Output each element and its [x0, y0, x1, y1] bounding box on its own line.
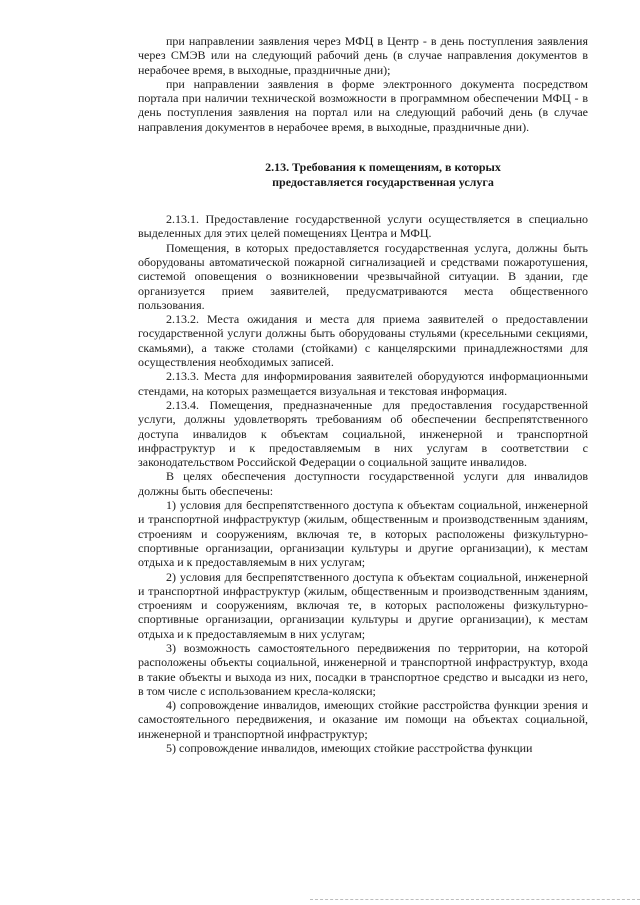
- list-item: 3) возможность самостоятельного передвижения по территории, на которой расположены объекты социальной, инженерной и транспортной инфраструктур, входа в такие объекты и выхода из них, посадки в транспортное средство и высадки из него, в том числе с использованием кресла-коляски;: [138, 640, 588, 698]
- paragraph: Помещения, в которых предоставляется государственная услуга, должны быть оборудованы автоматической пожарной сигнализацией и средствами пожаротушения, системой оповещения о возникновении чрезвычайной ситуации. В здании, где организуется прием заявителей, предусматриваются места общественного пользования.: [138, 240, 588, 312]
- list-item: 1) условия для беспрепятственного доступа к объектам социальной, инженерной и транспортной инфраструктур (жилым, общественным и производственным зданиям, строениям и сооружениям, включая те, в которых расположены физкультурно-спортивные организации, организации культуры и другие организации), к местам отдыха и к предоставляемым в них услугам;: [138, 498, 588, 570]
- list-item: 5) сопровождение инвалидов, имеющих стойкие расстройства функции: [166, 741, 533, 756]
- paragraph: 2.13.4. Помещения, предназначенные для предоставления государственной услуги, должны удовлетворять требованиям об обеспечении беспрепятственного доступа инвалидов к объектам социальной, инженерной и транспортной инфраструктур и к предоставляемым в них услугам в соответствии с законодательством Российской Федерации о социальной защите инвалидов.: [138, 397, 588, 470]
- paragraph: при направлении заявления через МФЦ в Центр - в день поступления заявления через СМЭВ или на следующий рабочий день (в случае направления документов в нерабочее время, в выходные, праздничные дни);: [138, 34, 588, 77]
- paragraph: В целях обеспечения доступности государственной услуги для инвалидов должны быть обеспечены:: [138, 469, 588, 498]
- paragraph: при направлении заявления в форме электронного документа посредством портала при наличии технической возможности в программном обеспечении МФЦ - в день поступления заявления на портал или на следующий рабочий день (в случае направления документов в нерабочее время, в выходные, праздничные дни).: [138, 76, 588, 134]
- document-page: [138, 34, 588, 755]
- section-heading-line: 2.13. Требования к помещениям, в которых: [265, 160, 501, 175]
- list-item: 2) условия для беспрепятственного доступа к объектам социальной, инженерной и транспортной инфраструктур (жилым, общественным и производственным зданиям, строениям и сооружениям, включая те, в которых расположены физкультурно-спортивные организации, организации культуры и другие организации), к местам отдыха и к предоставляемым в них услугам;: [138, 569, 588, 641]
- paragraph: 2.13.3. Места для информирования заявителей оборудуются информационными стендами, на которых размещается визуальная и текстовая информация.: [138, 369, 588, 398]
- list-item: 4) сопровождение инвалидов, имеющих стойкие расстройства функции зрения и самостоятельного передвижения, и оказание им помощи на объектах социальной, инженерной и транспортной инфраструктур;: [138, 698, 588, 741]
- section-heading-line: предоставляется государственная услуга: [272, 175, 494, 190]
- paragraph: 2.13.2. Места ожидания и места для приема заявителей о предоставлении государственной услуги должны быть оборудованы стульями (кресельными секциями, скамьями), а также столами (стойками) с канцелярскими принадлежностями для осуществления необходимых записей.: [138, 312, 588, 370]
- scan-artifact-line: [310, 899, 640, 901]
- paragraph: 2.13.1. Предоставление государственной услуги осуществляется в специально выделенных для этих целей помещениях Центра и МФЦ.: [138, 212, 588, 241]
- section-heading: [138, 160, 588, 190]
